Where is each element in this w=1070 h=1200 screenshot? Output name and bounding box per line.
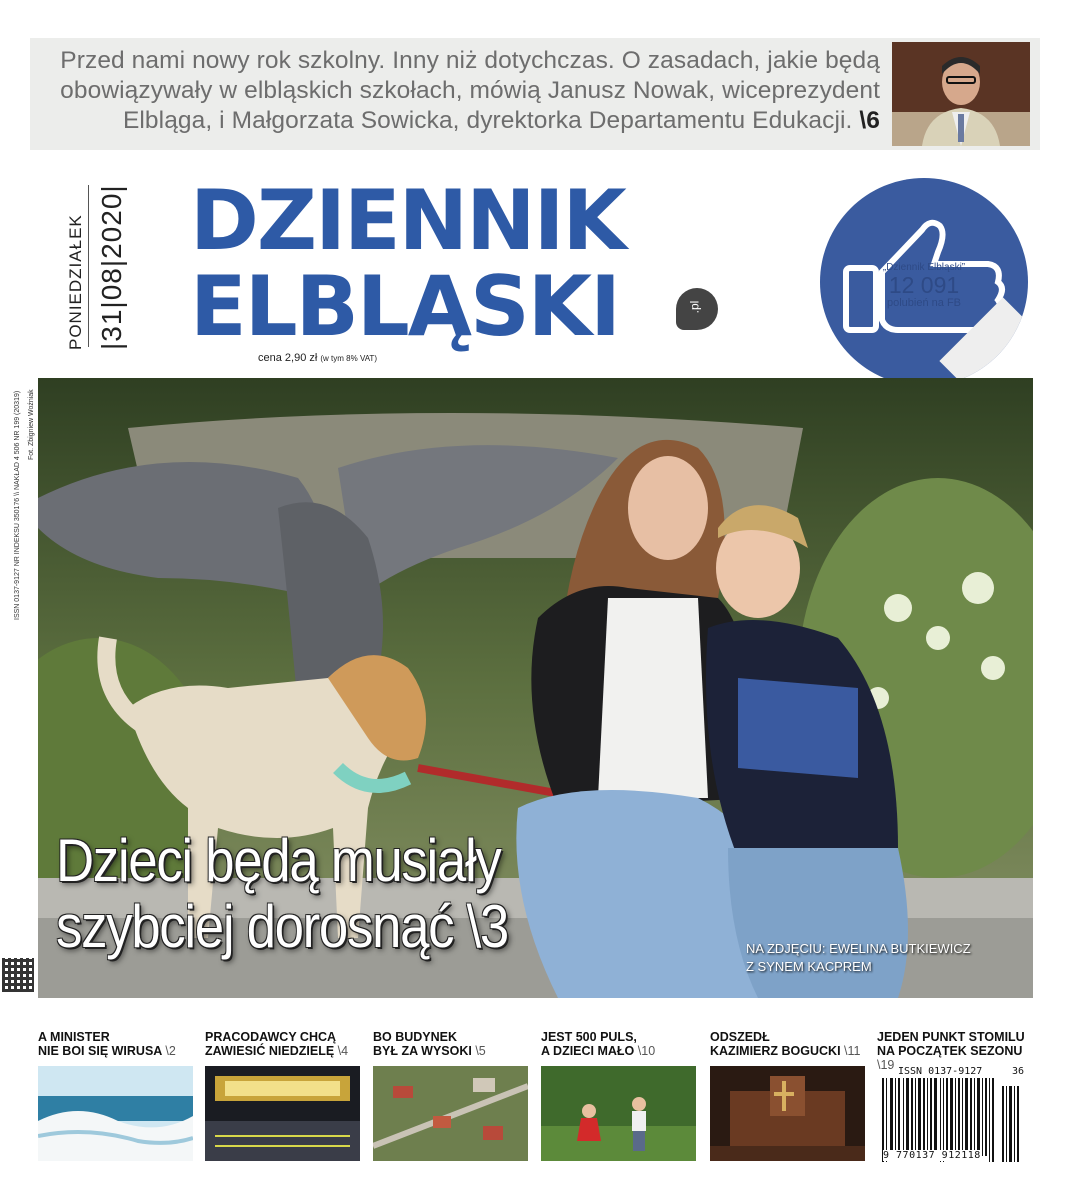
tile-page: \19	[877, 1058, 895, 1072]
masthead-line-1: DZIENNIK	[190, 172, 625, 269]
tile-line-2: ZAWIESIĆ NIEDZIELĘ	[205, 1044, 335, 1058]
bottom-teaser-4[interactable]	[541, 1030, 696, 1166]
tile-image-store	[205, 1066, 360, 1161]
tile-image-children	[541, 1066, 696, 1161]
photo-caption	[746, 940, 971, 976]
masthead-suffix: .pl	[687, 300, 702, 314]
barcode-addon: 36	[1012, 1066, 1025, 1077]
barcode	[878, 1078, 1023, 1178]
photo-credit: Fot. Zbigniew Woźniak	[28, 389, 35, 460]
price	[258, 352, 377, 364]
masthead[interactable]	[190, 172, 702, 355]
tile-image-aerial	[373, 1066, 528, 1161]
tile-line-1: JEDEN PUNKT STOMILU	[877, 1030, 1025, 1044]
price-vat: (w tym 8% VAT)	[320, 354, 377, 363]
tile-page: \11	[844, 1044, 861, 1058]
top-teaser[interactable]	[30, 38, 1040, 150]
tile-headline	[205, 1030, 360, 1060]
facebook-likes-label	[864, 262, 984, 309]
bottom-teaser-3[interactable]	[373, 1030, 528, 1166]
headline-line-2: szybciej dorosnąć \3	[56, 893, 508, 960]
tile-line-1: ODSZEDŁ	[710, 1030, 770, 1044]
teaser-line-1: Przed nami nowy rok szkolny. Inny niż dotychczas. O zasadach, jakie będą	[60, 47, 880, 74]
tile-line-2: KAZIMIERZ BOGUCKI	[710, 1044, 841, 1058]
tile-line-2: NA POCZĄTEK SEZONU	[877, 1044, 1023, 1058]
issue-weekday: PONIEDZIAŁEK	[66, 214, 85, 350]
bottom-teaser-5[interactable]	[710, 1030, 865, 1166]
caption-line-2: Z SYNEM KACPREM	[746, 959, 872, 974]
price-value: cena 2,90 zł	[258, 352, 318, 364]
tile-line-1: PRACODAWCY CHCĄ	[205, 1030, 337, 1044]
barcode-number: 9 770137 912118	[883, 1150, 981, 1161]
tile-image-church	[710, 1066, 865, 1161]
masthead-line-2: ELBLĄSKI	[190, 258, 619, 355]
tile-image-sea	[38, 1066, 193, 1161]
teaser-line-3-text: Elbląga, i Małgorzata Sowicka, dyrektorka Departamentu Edukacji.	[122, 107, 853, 134]
bottom-teaser-1[interactable]	[38, 1030, 193, 1166]
tile-headline	[373, 1030, 528, 1060]
tile-line-2: A DZIECI MAŁO	[541, 1044, 635, 1058]
teaser-line-2: obowiązywały w elbląskich szkołach, mówią Janusz Nowak, wiceprezydent	[60, 77, 880, 104]
main-headline[interactable]	[56, 828, 508, 960]
issue-date	[28, 184, 127, 350]
headline-line-1: Dzieci będą musiały	[56, 827, 501, 894]
caption-line-1: NA ZDJĘCIU: EWELINA BUTKIEWICZ	[746, 941, 971, 956]
date-divider	[88, 185, 89, 347]
tile-page: \2	[165, 1044, 176, 1058]
side-issn-text: ISSN 0137-9127 NR INDEKSU 350176 \\ NAKŁAD 4 506 NR 199 (20319)	[14, 390, 21, 620]
issue-date-number: |31|08|2020|	[96, 184, 127, 350]
tile-page: \4	[337, 1044, 349, 1058]
facebook-name: „Dziennik Elbląski”	[882, 262, 966, 273]
tile-line-2: NIE BOI SIĘ WIRUSA	[38, 1044, 162, 1058]
tile-headline	[710, 1030, 865, 1060]
teaser-line-3	[30, 106, 880, 136]
tile-page: \10	[637, 1044, 656, 1058]
tile-line-1: BO BUDYNEK	[373, 1030, 458, 1044]
teaser-page-ref: \6	[859, 107, 880, 134]
teaser-text	[30, 46, 880, 136]
barcode-issn: ISSN 0137-9127	[898, 1066, 983, 1077]
tile-page: \5	[475, 1044, 486, 1058]
facebook-caption: polubień na FB	[887, 297, 961, 309]
facebook-count: 12 091	[888, 272, 960, 298]
tile-line-1: JEST 500 PULS,	[541, 1030, 637, 1044]
tile-line-2: BYŁ ZA WYSOKI	[373, 1044, 472, 1058]
teaser-photo	[892, 42, 1030, 146]
qr-code[interactable]	[2, 958, 34, 992]
bottom-teaser-2[interactable]	[205, 1030, 360, 1166]
tile-headline	[38, 1030, 193, 1060]
tile-line-1: A MINISTER	[38, 1030, 110, 1044]
tile-headline	[541, 1030, 696, 1060]
